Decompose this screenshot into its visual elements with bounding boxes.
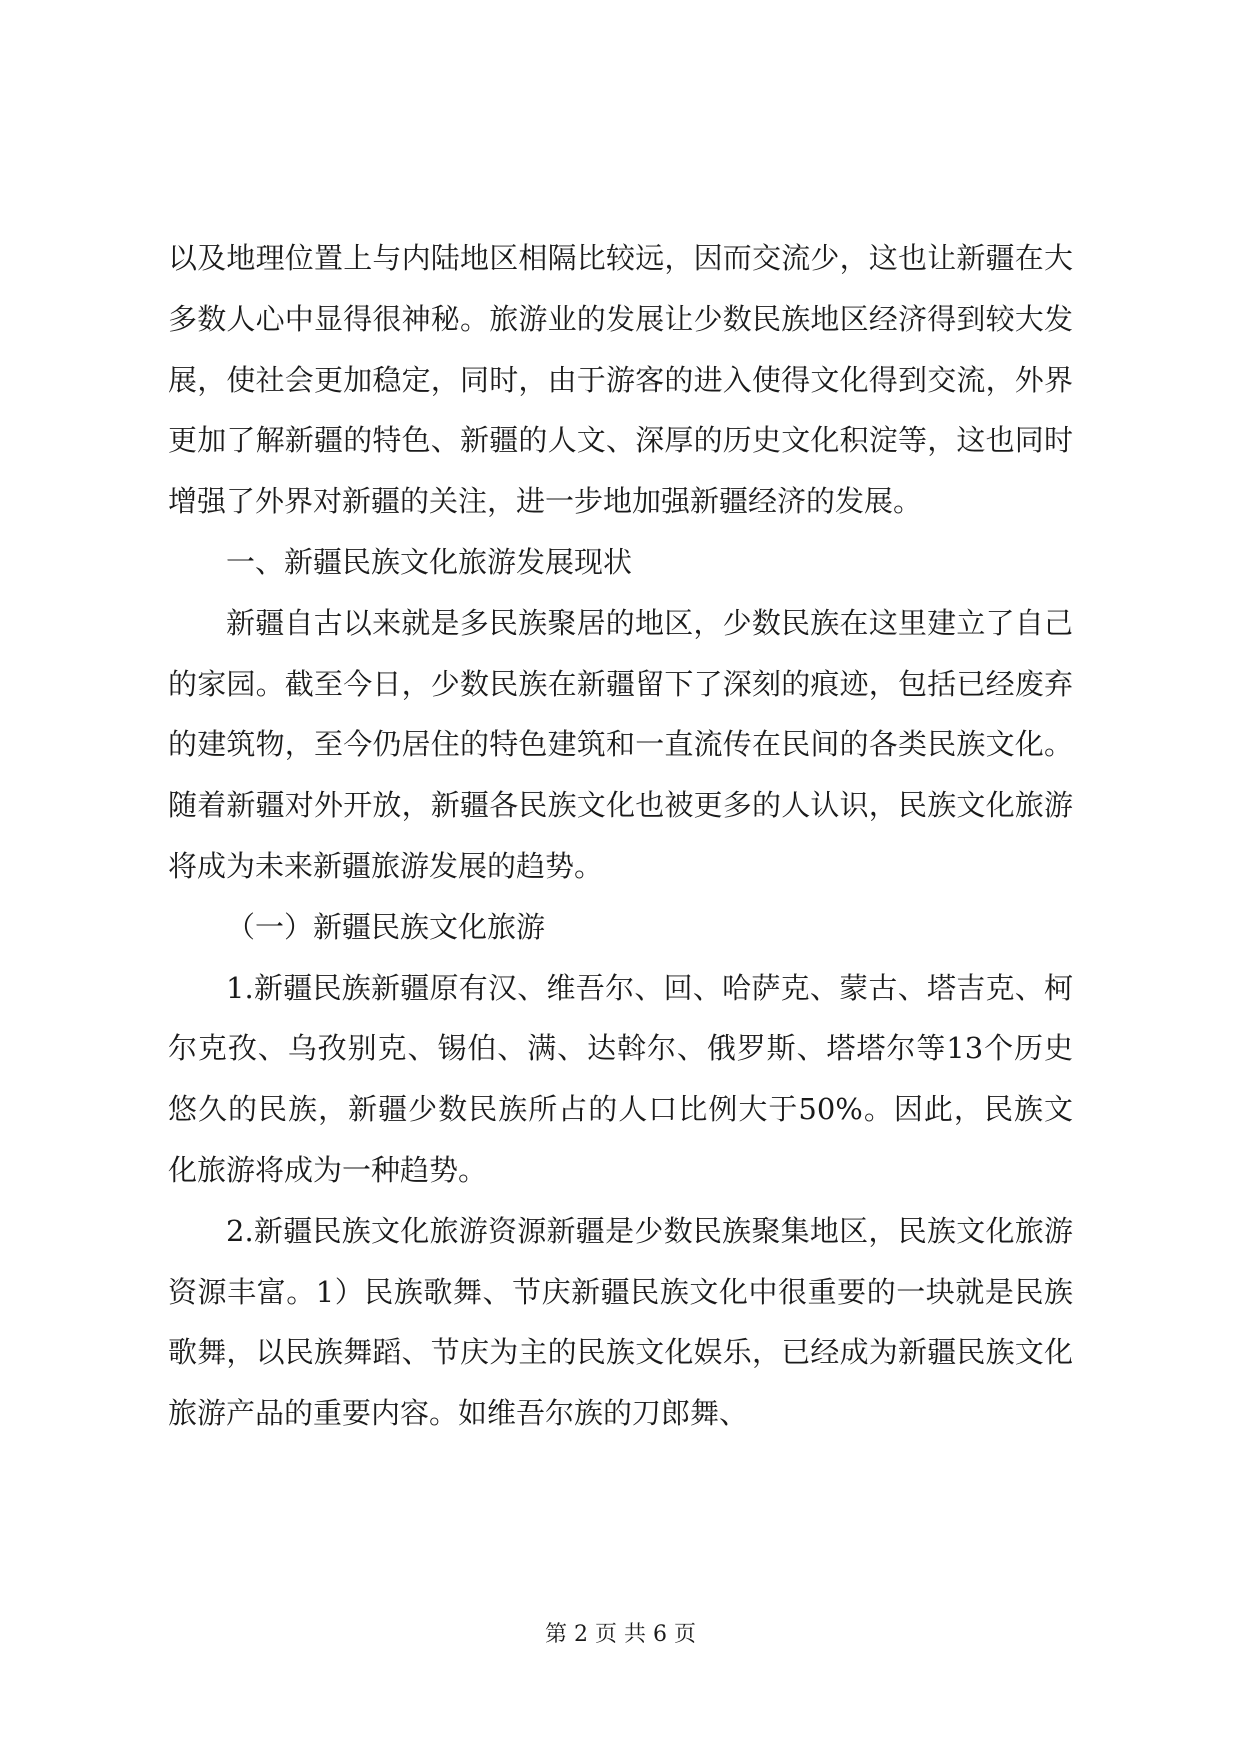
paragraph-continuation: 以及地理位置上与内陆地区相隔比较远，因而交流少，这也让新疆在大多数人心中显得很神秘。旅游业的发展让少数民族地区经济得到较大发展，使社会更加稳定，同时，由于游客的进入使得文化得到交流，外界更加了解新疆的特色、新疆的人文、深厚的历史文化积淀等，这也同时增强了外界对新疆的关注，进一步地加强新疆经济的发展。 <box>168 241 1073 519</box>
body-text <box>168 228 1073 1444</box>
paragraph: 1.新疆民族新疆原有汉、维吾尔、回、哈萨克、蒙古、塔吉克、柯尔克孜、乌孜别克、锡伯、满、达斡尔、俄罗斯、塔塔尔等13个历史悠久的民族，新疆少数民族所占的人口比例大于50%。因此，民族文化旅游将成为一种趋势。 <box>168 970 1073 1187</box>
section-heading: 一、新疆民族文化旅游发展现状 <box>226 544 633 579</box>
paragraph: 2.新疆民族文化旅游资源新疆是少数民族聚集地区，民族文化旅游资源丰富。1）民族歌舞、节庆新疆民族文化中很重要的一块就是民族歌舞，以民族舞蹈、节庆为主的民族文化娱乐，已经成为新疆民族文化旅游产品的重要内容。如维吾尔族的刀郎舞、 <box>168 1213 1073 1431</box>
paragraph: 新疆自古以来就是多民族聚居的地区，少数民族在这里建立了自己的家园。截至今日，少数民族在新疆留下了深刻的痕迹，包括已经废弃的建筑物，至今仍居住的特色建筑和一直流传在民间的各类民族文化。随着新疆对外开放，新疆各民族文化也被更多的人认识，民族文化旅游将成为未来新疆旅游发展的趋势。 <box>168 605 1073 883</box>
page-number-footer: 第 2 页 共 6 页 <box>545 1622 696 1647</box>
subsection-heading: （一）新疆民族文化旅游 <box>226 909 546 944</box>
